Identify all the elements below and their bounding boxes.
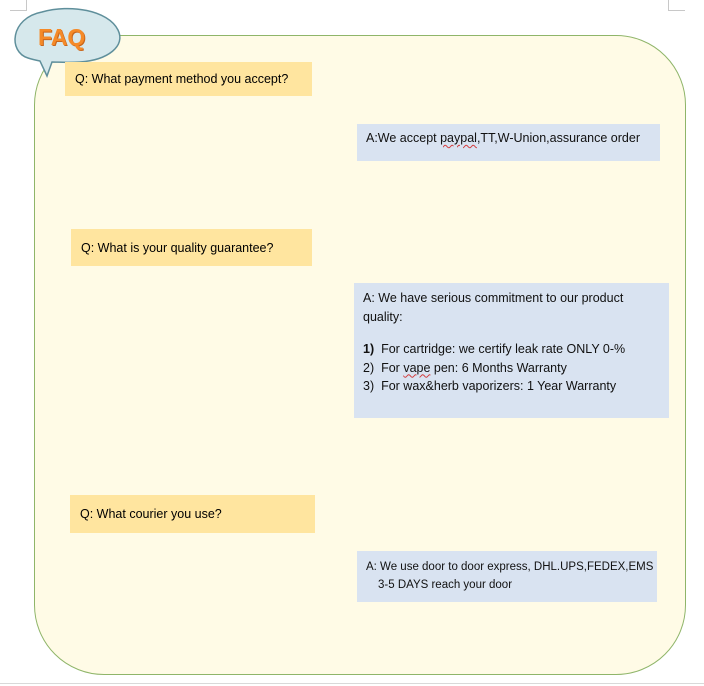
answer-quality-item-2-post: pen: 6 Months Warranty <box>430 360 567 375</box>
answer-quality-item-3-text: For wax&herb vaporizers: 1 Year Warranty <box>381 379 617 393</box>
answer-quality-item-2-pre: For <box>381 360 404 375</box>
answer-payment-suffix: ,TT,W-Union,assurance order <box>476 131 640 145</box>
question-quality <box>71 229 312 266</box>
answer-quality-item-1-number: 1) <box>363 342 375 356</box>
answer-courier-line-1: A: We use door to door express, DHL.UPS,FEDEX,EMS <box>366 561 654 573</box>
answer-quality-item-2 <box>363 359 661 378</box>
answer-courier-line-2: 3-5 DAYS reach your door <box>378 579 513 591</box>
page-bottom-divider <box>0 683 704 684</box>
question-payment <box>65 62 312 96</box>
faq-title: FAQ <box>38 24 86 50</box>
answer-quality <box>354 283 669 418</box>
answer-quality-item-2-number: 2) <box>363 360 375 375</box>
page-corner-mark-right <box>668 0 685 11</box>
answer-quality-item-3-number: 3) <box>363 379 375 393</box>
question-quality-text: Q: What is your quality guarantee? <box>81 240 274 255</box>
answer-payment-prefix: A:We accept <box>366 131 441 145</box>
question-payment-text: Q: What payment method you accept? <box>75 72 289 86</box>
answer-payment <box>357 124 660 161</box>
answer-quality-item-2-misspelled-word: vape <box>403 360 431 375</box>
answer-quality-item-3 <box>363 377 661 396</box>
answer-quality-intro: A: We have serious commitment to our product quality: <box>363 291 624 324</box>
answer-quality-item-1-text: For cartridge: we certify leak rate ONLY 0-% <box>381 342 626 356</box>
answer-quality-item-1 <box>363 340 661 359</box>
question-courier-text: Q: What courier you use? <box>80 507 222 521</box>
question-courier <box>70 495 315 533</box>
answer-payment-misspelled-word: paypal <box>440 131 477 145</box>
answer-courier <box>357 551 657 602</box>
